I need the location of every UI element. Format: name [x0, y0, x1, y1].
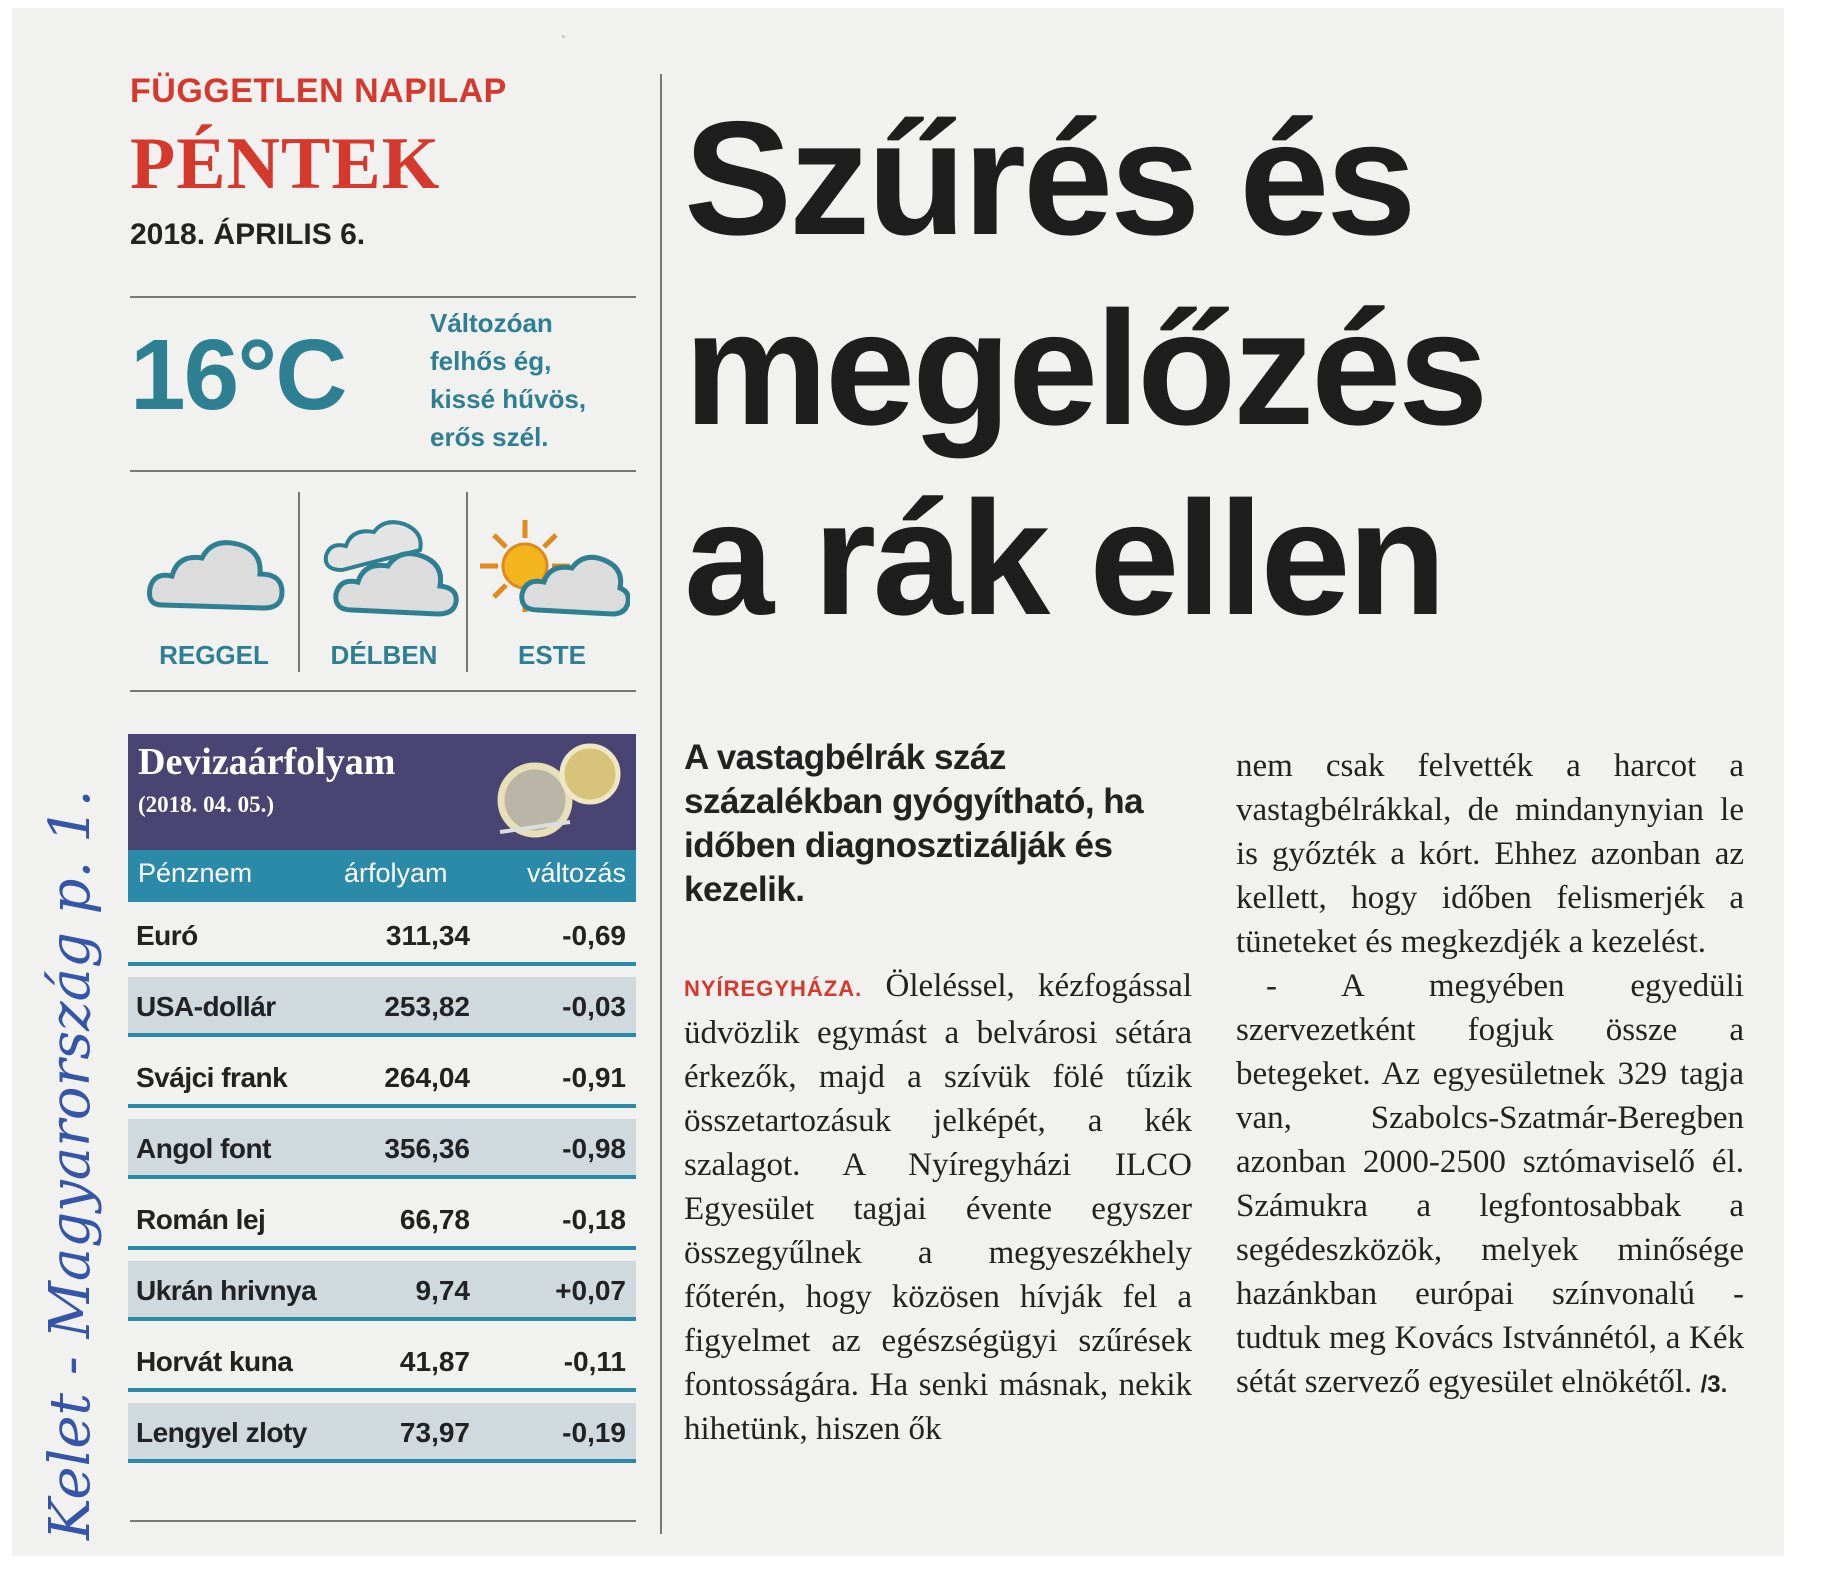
currency-row — [128, 1190, 636, 1250]
currency-rate: 311,34 — [385, 920, 470, 951]
currency-change: -0,03 — [562, 991, 626, 1022]
article-headline — [684, 84, 1485, 654]
currency-change: -0,19 — [562, 1417, 626, 1448]
currency-rate: 264,04 — [384, 1062, 470, 1093]
currency-change: -0,18 — [562, 1204, 626, 1235]
currency-change: -0,91 — [562, 1062, 626, 1093]
period-label: DÉLBEN — [330, 640, 438, 670]
column-rate: árfolyam — [344, 858, 448, 888]
headline-line: a rák ellen — [684, 468, 1444, 649]
currency-name: Svájci frank — [136, 1062, 288, 1093]
weather-bottom-rule — [130, 690, 636, 692]
page-reference: /3. — [1700, 1371, 1728, 1398]
currency-name: Ukrán hrivnya — [136, 1275, 317, 1306]
currency-rate: 41,87 — [399, 1346, 470, 1377]
currency-row — [128, 1403, 636, 1463]
currency-row — [128, 977, 636, 1037]
article-text: Öleléssel, kézfogással üdvözlik egymást a belvárosi sétára érkezők, majd a szívük fölé tűzik összetartozásuk jelképét, a kék szalagot. A Nyíregyházi ILCO Egyesület tagjai évente egyszer összegyűlnek a megyeszékhely főterén, hogy közösen hívják fel a figyelmet az egészségügyi szűrések fontosságára. Ha senki másnak, nekik hihetünk, hiszen ők — [684, 968, 1192, 1447]
period-label: ESTE — [518, 640, 586, 670]
currency-rate: 73,97 — [399, 1417, 470, 1448]
bottom-rule — [130, 1520, 636, 1522]
currency-header — [128, 734, 636, 850]
temperature: 16°C — [130, 319, 346, 431]
weekday: PÉNTEK — [130, 123, 441, 205]
article-column-2 — [1236, 744, 1744, 1407]
currency-rate: 356,36 — [384, 1133, 470, 1164]
masthead-rule — [130, 296, 636, 298]
currency-change: -0,69 — [562, 920, 626, 951]
currency-column-headers — [128, 850, 636, 902]
clouds-icon — [312, 510, 462, 630]
weather-rule — [130, 470, 636, 472]
article-text: - A megyében egyedüli szervezetként fogjuk össze a betegeket. Az egyesületnek 329 tagja van, Szabolcs-Szatmár-Beregben azonban 2000-2500 sztómaviselő él. Számukra a legfontosabbak a segédeszközök, melyek minősége hazánkban európai színvonalú - tudtuk meg Kovács Istvánnétól, a Kék sétát szervező egyesület elnökétől. /3. — [1236, 968, 1744, 1400]
currency-rate: 253,82 — [384, 991, 470, 1022]
currency-rate: 9,74 — [415, 1275, 470, 1306]
column-change: változás — [526, 858, 626, 888]
currency-rate: 66,78 — [399, 1204, 470, 1235]
forecast-line: kissé hűvös, — [430, 384, 587, 414]
bleed-through-text: . — [560, 15, 567, 44]
forecast-line: erős szél. — [430, 422, 549, 452]
weather-noon — [300, 500, 468, 680]
period-label: REGGEL — [159, 640, 269, 670]
currency-row — [128, 1332, 636, 1392]
issue-date: 2018. ÁPRILIS 6. — [130, 218, 366, 251]
currency-name: Horvát kuna — [136, 1346, 293, 1377]
handwritten-note: Kelet - Magyarország p. 1. — [38, 789, 103, 1540]
sun-behind-cloud-icon — [480, 510, 630, 630]
forecast-text — [430, 304, 586, 456]
currency-row — [128, 1048, 636, 1108]
currency-name: Angol font — [136, 1133, 271, 1164]
weather-morning — [130, 500, 298, 680]
forecast-line: Változóan — [430, 308, 553, 338]
coins-icon — [480, 740, 630, 840]
currency-row — [128, 906, 636, 966]
column-divider — [660, 74, 662, 1534]
forecast-line: felhős ég, — [430, 346, 552, 376]
article-lead: A vastagbélrák száz százalékban gyógyítható, ha időben diagnosztizálják és kezelik. — [684, 738, 1144, 909]
currency-title: Devizaárfolyam — [138, 741, 396, 783]
currency-row — [128, 1119, 636, 1179]
headline-line: Szűrés és — [684, 88, 1414, 269]
newspaper-tagline: FÜGGETLEN NAPILAP — [130, 72, 507, 110]
currency-name: Román lej — [136, 1204, 266, 1235]
article-text: nem csak felvették a harcot a vastagbélrákkal, de mindanynyian le is győzték a kórt. Ehhez azonban az kellett, hogy időben felismerjék a tüneteket és megkezdjék a kezelést. — [1236, 748, 1744, 960]
currency-change: +0,07 — [555, 1275, 626, 1306]
currency-row — [128, 1261, 636, 1321]
dateline: NYÍREGYHÁZA. — [684, 976, 863, 1001]
currency-name: Lengyel zloty — [136, 1417, 307, 1448]
article-column-1 — [684, 964, 1192, 1451]
weather-evening — [468, 500, 636, 680]
currency-date: (2018. 04. 05.) — [138, 792, 275, 817]
currency-name: Euró — [136, 920, 198, 951]
currency-change: -0,98 — [562, 1133, 626, 1164]
column-currency: Pénznem — [138, 858, 253, 888]
currency-name: USA-dollár — [136, 991, 276, 1022]
headline-line: megelőzés — [684, 278, 1486, 459]
cloud-icon — [142, 510, 292, 630]
currency-change: -0,11 — [563, 1346, 626, 1377]
